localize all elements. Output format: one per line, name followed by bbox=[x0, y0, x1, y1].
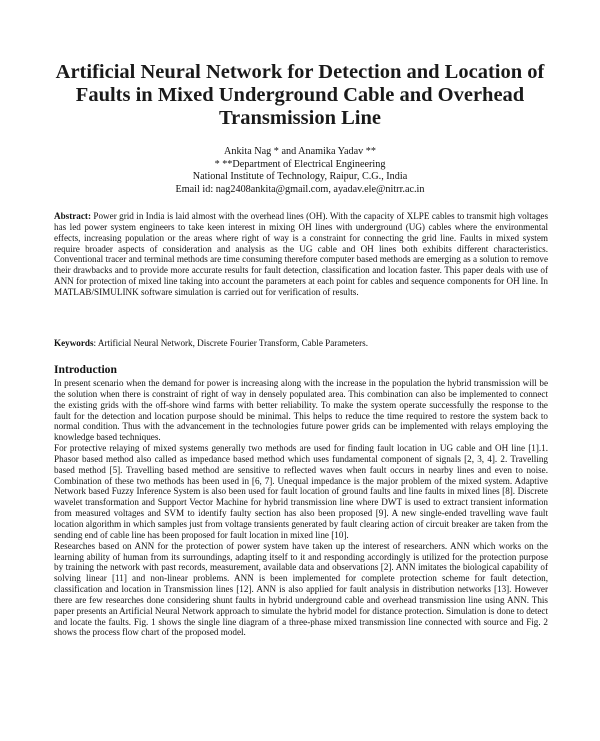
paragraph: Researches based on ANN for the protection of power system have taken up the interest of researchers. ANN which works on the learning ability of human from its surroundings, adapting itself to it and responding accordingly is utilized for the protection purpose by training the network with past records, measurement, available data and observations [2]. ANN imitates the biological capability of solving linear [11] and non-linear problems. ANN is been implemented for complete protection scheme for fault detection, classification and location in Transmission lines [12]. ANN is also applied for fault analysis in distribution networks [13]. However there are few researches done considering shunt faults in hybrid underground cable and overhead transmission line using ANN. This paper presents an Artificial Neural Network approach to simulate the hybrid model for distance protection. Simulation is done to detect and locate the faults. Fig. 1 shows the single line diagram of a three-phase mixed transmission line connected with source and Fig. 2 shows the process flow chart of the proposed model. bbox=[54, 540, 548, 638]
author-email[interactable]: Email id: nag2408ankita@gmail.com, ayadav.ele@nitrr.ac.in bbox=[175, 183, 425, 195]
author-department: * **Department of Electrical Engineering bbox=[214, 158, 386, 170]
author-institute: National Institute of Technology, Raipur, C.G., India bbox=[192, 171, 408, 183]
paper-title: Artificial Neural Network for Detection and Location of Faults in Mixed Underground Cable and Overhead Transmission Line bbox=[55, 61, 545, 129]
abstract-label: Abstract: bbox=[54, 211, 91, 221]
introduction-body bbox=[54, 378, 548, 638]
section-heading-introduction: Introduction bbox=[54, 363, 117, 376]
paragraph: In present scenario when the demand for power is increasing along with the increase in the population the hybrid transmission will be the solution when there is constraint of right of way in densely populated area. This combination can also be implemented to connect the existing grids with the off-shore wind farms with better reliability. To make the system operate successfully the response to the fault for the detection and location purpose should be minimal. This helps to reduce the time required to restore the system back to normal condition. Thus with the advancement in the technologies future power grids can be implemented with relays employing the knowledge based techniques. bbox=[54, 378, 548, 443]
keywords-text: : Artificial Neural Network, Discrete Fourier Transform, Cable Parameters. bbox=[93, 338, 368, 348]
author-block bbox=[100, 146, 500, 196]
keywords-label: Keywords bbox=[54, 338, 94, 348]
keywords bbox=[54, 338, 548, 349]
author-names: Ankita Nag * and Anamika Yadav ** bbox=[224, 146, 376, 157]
abstract bbox=[54, 211, 548, 298]
paragraph: For protective relaying of mixed systems generally two methods are used for finding fault location in UG cable and OH line [1].1. Phasor based method also called as impedance based method which uses fundamental component of signals [2, 3, 4]. 2. Travelling based method [5]. Travelling based method are sensitive to reflected waves when fault occurs in nearby lines and even to noise. Combination of these two methods has been used in [6, 7]. Unequal impedance is the major problem of the mixed system. Adaptive Network based Fuzzy Inference System is also been used for fault location of ground faults and line faults in mixed lines [8]. Discrete wavelet transformation and Support Vector Machine for hybrid transmission line where DWT is used to extract transient information from measured voltages and SVM to identify faulty section has also been proposed [9]. A new single-ended travelling wave fault location algorithm in which samples just from voltage transients generated by fault clearing action of circuit breaker are taken from the sending end of cable line has been proposed for fault location in mixed line [10]. bbox=[54, 443, 548, 540]
abstract-text: Power grid in India is laid almost with the overhead lines (OH). With the capacity of XLPE cables to transmit high voltages has led power system engineers to take keen interest in mixing OH lines with underground (UG) cables where the environmental effects, increasing population or the areas where right of way is a constraint for connecting the grid line. Faults in mixed system require broader aspects of consideration and analysis as the UG cable and OH lines both exhibits different characteristics. Conventional tracer and terminal methods are time consuming therefore computer based methods are emerging as a solution to remove their drawbacks and to provide more accurate results for fault detection, classification and location faster. This paper deals with use of ANN for protection of mixed line taking into account the parameters at each point for cables and sequence components for OH line. In MATLAB/SIMULINK software simulation is carried out for verification of results. bbox=[54, 211, 548, 297]
